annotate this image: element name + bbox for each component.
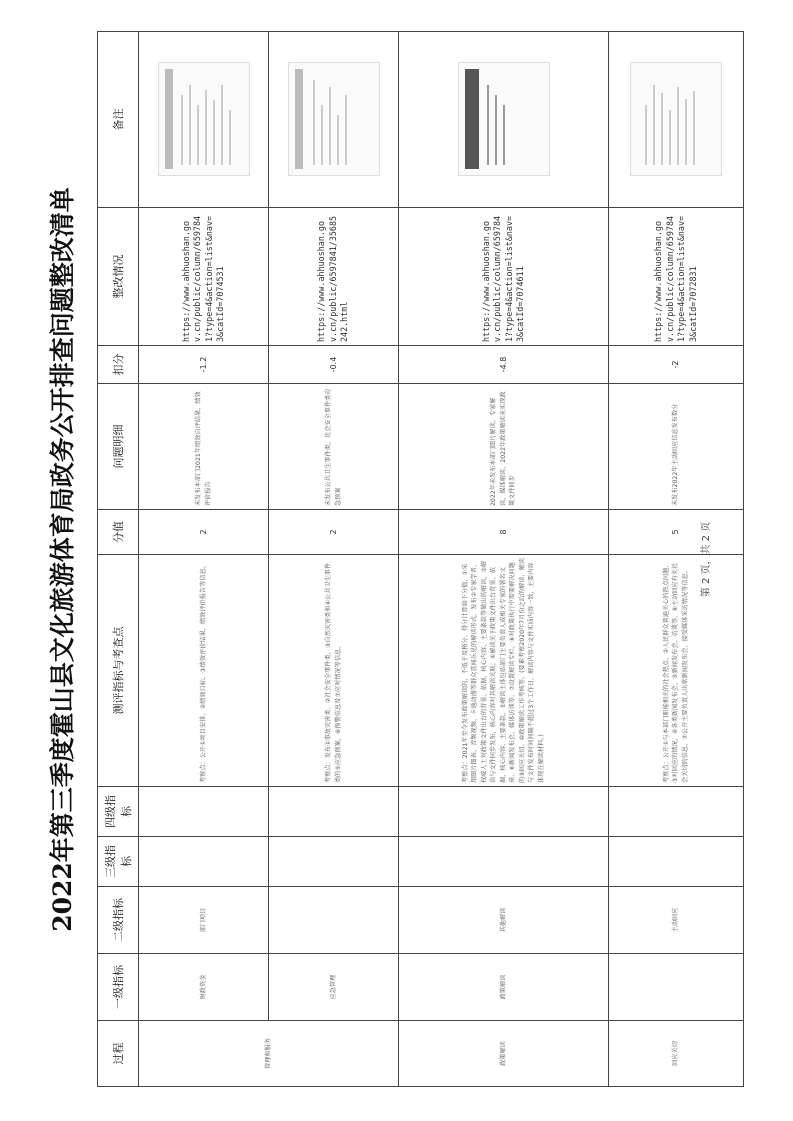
cell-level3 — [609, 837, 744, 887]
cell-deduct: -4.8 — [399, 346, 609, 384]
cell-score: 2 — [269, 510, 399, 555]
cell-criteria: 考察点：发布①事故灾害类、②社会安全事件类、③自然灾害类和④公共卫生事件类的⑤应急预案、⑥预警信息及⑦应对情况等信息。 — [269, 555, 399, 787]
header-rectify: 整改情况 — [98, 208, 139, 346]
table-row — [139, 32, 269, 1087]
cell-level3 — [399, 837, 609, 887]
cell-remarks — [139, 32, 269, 208]
cell-level2 — [269, 887, 399, 954]
table-row — [399, 32, 609, 1087]
screenshot-thumbnail — [288, 63, 380, 177]
cell-score: 8 — [399, 510, 609, 555]
header-row — [98, 32, 139, 1087]
cell-level1: 政策解读 — [399, 954, 609, 1021]
cell-criteria: 考察点：公开①项目安排、②绩效目标、③绩效评价结果、绩效评价报告等信息。 — [139, 555, 269, 787]
cell-rectify-link[interactable]: https://www.ahhuoshan.gov.cn/public/column/6597841?type=4&action=list&nav=3&catId=7074611 — [399, 208, 609, 346]
header-deduct: 扣分 — [98, 346, 139, 384]
screenshot-thumbnail — [630, 63, 722, 177]
cell-remarks — [609, 32, 744, 208]
cell-process: 管理和服务 — [139, 1021, 399, 1087]
cell-process: 政策解读 — [399, 1021, 609, 1087]
cell-criteria: 考察点：公开①与本部门职能相关的社会热点、②人民群众普遍关心的热点问题，③对回应的情况、④各类新闻发布会、⑤新闻发布会、访谈等，⑥主动回应有关社会关切的信息。⑦公开主要负责人出席新闻发布会、接受媒体采访情况等信息。 — [609, 555, 744, 787]
cell-level2: 主动回应 — [609, 887, 744, 954]
cell-score: 5 — [609, 510, 744, 555]
header-level4: 四级指标 — [98, 787, 139, 837]
screenshot-thumbnail — [458, 63, 550, 177]
rectification-table — [97, 31, 744, 1087]
header-level1: 一级指标 — [98, 954, 139, 1021]
cell-rectify-link[interactable]: https://www.ahhuoshan.gov.cn/public/6597841/35685242.html — [269, 208, 399, 346]
header-remarks: 备注 — [98, 32, 139, 208]
cell-level4 — [139, 787, 269, 837]
cell-level3 — [139, 837, 269, 887]
cell-level2: 其他解读 — [399, 887, 609, 954]
cell-deduct: -1.2 — [139, 346, 269, 384]
cell-criteria: 考察点：2021年至今发布政策解读的，不低于及格分。得分计算如下分值，①采用图片图表、音频视频、卡通动漫等群众喜闻乐见的解读形式，发布②专家学者、权威人士对政策文件出台的背景、依据、核心内容、主要条款等做出的解读。③解读与文件同步发布，核心内容对其解读关联；④解读关于政策文件出台背景、依据、核心内容、主要条款，⑤解读主体包括部门主要负责人或相关专家的署名文章、⑥新闻发布会、媒体访谈等。⑦设置解读专栏，⑧对政策执行中需要解决问题的⑨回应关切。⑩政策解读工作考核等。(要素考察2020年7月份之后的解读，解读与文件发布时间间隔不超过3个工作日，解读内容与文件实质内容一致，主要内容体现在解读材料。) — [399, 555, 609, 787]
header-score: 分值 — [98, 510, 139, 555]
header-level3: 三级指标 — [98, 837, 139, 887]
cell-score: 2 — [139, 510, 269, 555]
table-row — [609, 32, 744, 1087]
cell-level4 — [269, 787, 399, 837]
cell-deduct: -0.4 — [269, 346, 399, 384]
cell-rectify-link[interactable]: https://www.ahhuoshan.gov.cn/public/column/6597841?type=4&action=list&nav=3&catId=7072831 — [609, 208, 744, 346]
cell-details: 2022年未发布本部门图片解读、专家解读、媒体解读，2022年政策解读未实现政策文件同步 — [399, 384, 609, 510]
table-row — [269, 32, 399, 1087]
cell-level3 — [269, 837, 399, 887]
cell-remarks — [269, 32, 399, 208]
cell-details: 未发布本部门2021年绩效自评结果、绩效评价报告 — [139, 384, 269, 510]
header-criteria: 测评指标与考查点 — [98, 555, 139, 787]
rotated-content — [43, 32, 723, 1087]
cell-rectify-link[interactable]: https://www.ahhuoshan.gov.cn/public/column/6597841?type=4&action=list&nav=3&catId=7074531 — [139, 208, 269, 346]
header-level2: 二级指标 — [98, 887, 139, 954]
cell-level1: 财政资金 — [139, 954, 269, 1021]
page-footer: 第 2 页，共 2 页 — [701, 521, 712, 598]
cell-level1 — [609, 954, 744, 1021]
cell-level4 — [399, 787, 609, 837]
cell-deduct: -2 — [609, 346, 744, 384]
screenshot-thumbnail — [158, 63, 250, 177]
cell-remarks — [399, 32, 609, 208]
cell-process: 回应关切 — [609, 1021, 744, 1087]
header-details: 问题明细 — [98, 384, 139, 510]
cell-level1: 应急管理 — [269, 954, 399, 1021]
cell-details: 未发布公共卫生事件类、社会安全事件类应急预案 — [269, 384, 399, 510]
header-process: 过程 — [98, 1021, 139, 1087]
cell-details: 未发布2022年主动回应信息发布数分 — [609, 384, 744, 510]
cell-level2: 部门项目 — [139, 887, 269, 954]
page-title: 2022年第三季度霍山县文化旅游体育局政务公开排查问题整改清单 — [48, 187, 77, 932]
cell-level4 — [609, 787, 744, 837]
